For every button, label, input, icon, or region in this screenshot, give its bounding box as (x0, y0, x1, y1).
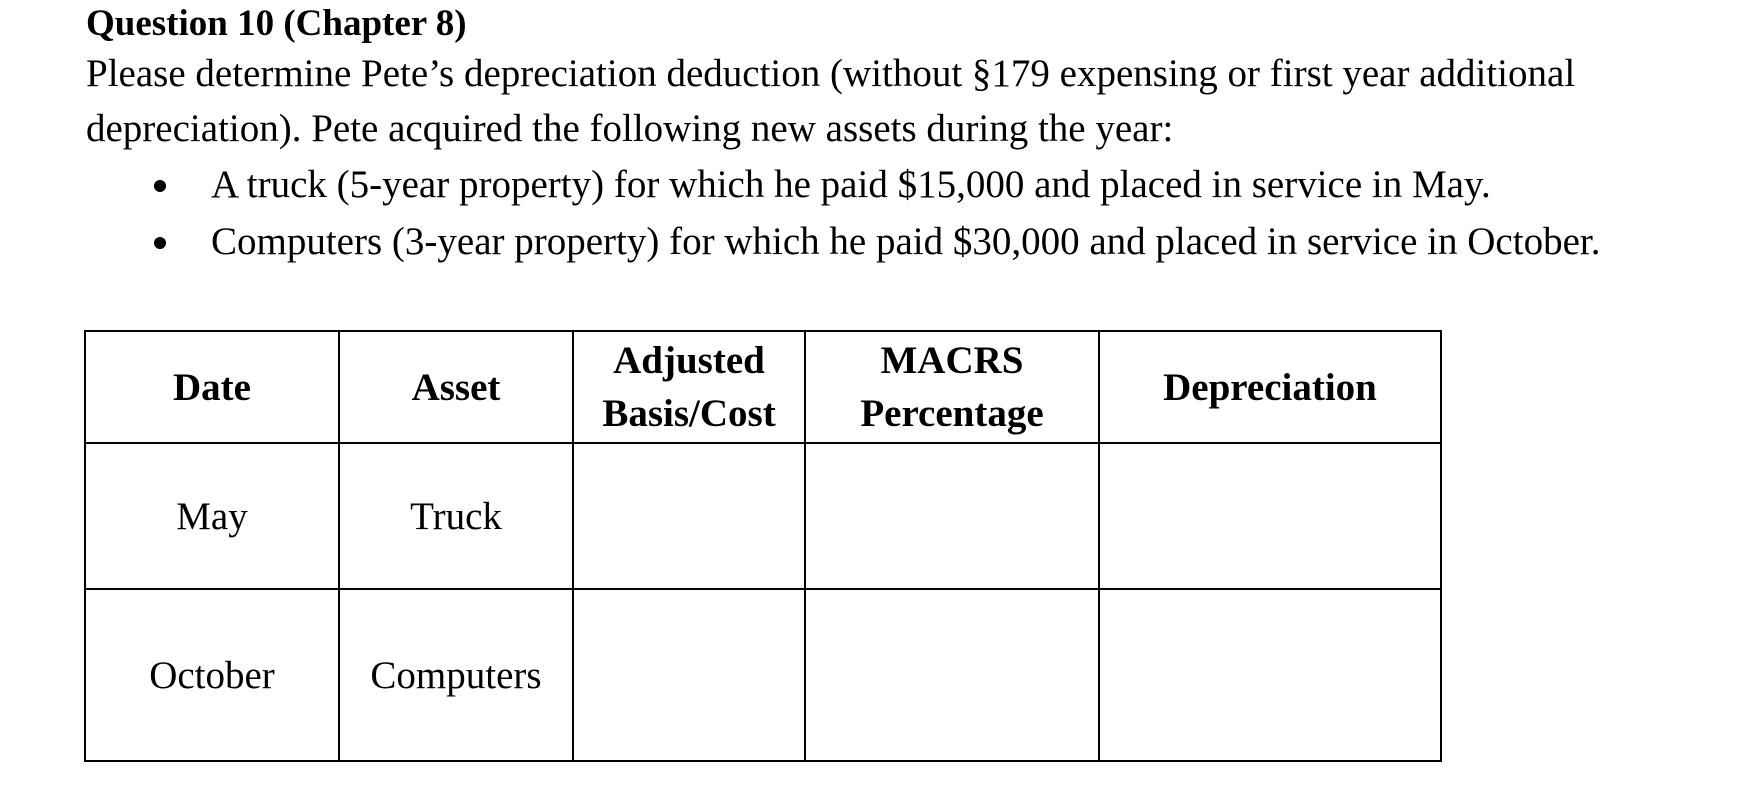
question-block (86, 0, 1726, 270)
depreciation-table (84, 330, 1442, 762)
cell-asset: Computers (339, 589, 573, 761)
cell-depreciation (1099, 589, 1441, 761)
list-item-text: Computers (3-year property) for which he paid $30,000 and placed in service in October. (211, 220, 1601, 263)
header-asset: Asset (339, 331, 573, 443)
header-macrs-line2: Percentage (860, 392, 1044, 435)
cell-depreciation (1099, 443, 1441, 589)
question-body: Please determine Pete’s depreciation deduction (without §179 expensing or first year additional depreciation). Pete acquired the following new assets during the year: (86, 52, 1576, 150)
cell-date: May (85, 443, 339, 589)
header-macrs-line1: MACRS (880, 339, 1024, 382)
header-adjusted-basis (573, 331, 805, 443)
cell-basis (573, 443, 805, 589)
header-macrs-percentage (805, 331, 1099, 443)
list-item-text: A truck (5-year property) for which he paid $15,000 and placed in service in May. (211, 163, 1491, 206)
cell-date: October (85, 589, 339, 761)
cell-macrs (805, 443, 1099, 589)
list-item (86, 213, 1726, 270)
asset-list (86, 156, 1726, 270)
table-header-row (85, 331, 1441, 443)
cell-macrs (805, 589, 1099, 761)
bullet-icon (154, 237, 166, 249)
cell-basis (573, 589, 805, 761)
table-row (85, 589, 1441, 761)
header-depreciation: Depreciation (1099, 331, 1441, 443)
header-basis-line1: Adjusted (613, 339, 765, 382)
header-basis-line2: Basis/Cost (602, 392, 776, 435)
table-row (85, 443, 1441, 589)
bullet-icon (154, 180, 166, 192)
list-item (86, 156, 1726, 213)
question-title: Question 10 (Chapter 8) (86, 3, 467, 44)
cell-asset: Truck (339, 443, 573, 589)
header-date: Date (85, 331, 339, 443)
